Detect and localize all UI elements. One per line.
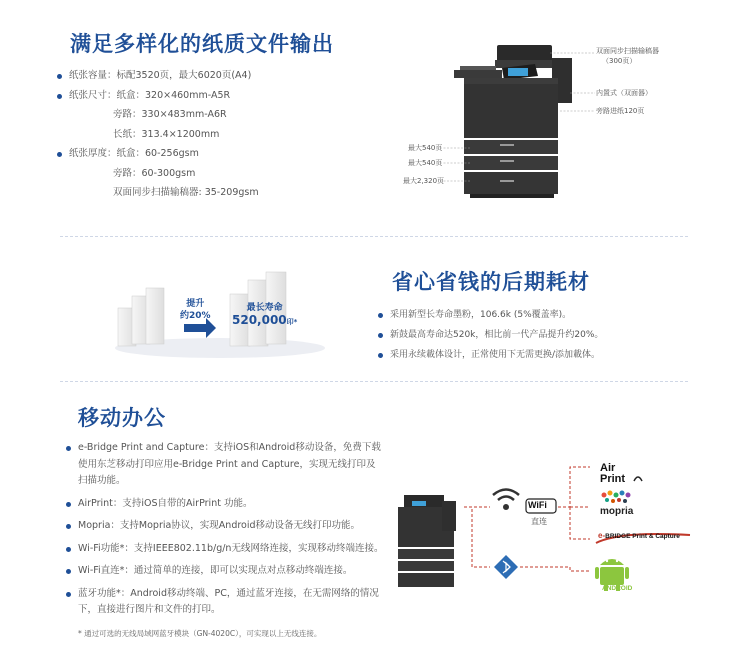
mopria-logo-mark [602,491,631,504]
upgrade-value: 约20% [180,311,211,321]
callout-drawer-2: 最大540页 [408,159,443,167]
bullet-dot [57,94,62,99]
wifi-label: WiFi [528,500,547,510]
mobile-feature-text: AirPrint：支持iOS自带的AirPrint 功能。 [78,497,253,509]
airprint-line: Print [600,473,626,485]
section3-title: 移动办公 [78,406,166,430]
section-divider [60,236,688,237]
spec-text: 长纸：313.4×1200mm [113,128,220,140]
mobile-feature-text: Wi-Fi直连*：通过简单的连接，即可以实现点对点移动终端连接。 [78,565,353,576]
mobile-feature-item [78,586,384,619]
mobile-feature-item [78,440,384,490]
spec-row [69,164,389,184]
callout-drawer-1: 最大540页 [408,144,443,152]
lifetime-badge [232,300,297,327]
callout-feeder [596,46,659,66]
ebridge-logo [598,531,680,540]
mobile-feature-text: Mopria：支持Mopria协议，实现Android移动设备无线打印功能。 [78,520,361,531]
callout-drawer-3: 最大2,320页 [403,177,445,185]
upgrade-badge [180,298,211,322]
bullet-dot [66,592,71,597]
mopria-logo: mopria [600,506,634,517]
spec-text: 旁路：60-300gsm [113,167,196,179]
callout-text: （300页） [602,57,637,65]
bullet-dot [66,524,71,529]
callout-lines [430,40,600,190]
spec-row [69,125,389,145]
spec-row [69,66,389,86]
spec-row [69,183,389,203]
wifi-icon [493,490,519,511]
mobile-feature-item [78,541,384,558]
section1-title: 满足多样化的纸质文件输出 [70,32,334,56]
connectivity-diagram [390,455,720,605]
consumable-item [390,325,603,345]
bullet-dot [57,74,62,79]
section2-title: 省心省钱的后期耗材 [392,270,590,294]
consumable-text: 采用新型长寿命墨粉，106.6k (5%覆盖率)。 [390,310,572,320]
mobile-features-list [78,440,384,625]
airprint-mark [634,477,642,481]
consumable-item [390,345,603,365]
spec-row [69,105,389,125]
paper-specs-list [69,66,389,203]
consumable-text: 采用永续載体设计，正常使用下无需更换/添加載体。 [390,350,601,360]
ebridge-text: BRIDGE Print & Capture [605,533,680,540]
callout-internal-tray: 内置式（双面器） [596,89,652,97]
lifetime-value: 520,000 [232,313,287,327]
spec-text: 纸张厚度：纸盒：60-256gsm [69,148,199,159]
spec-row [69,144,389,164]
bullet-dot [66,569,71,574]
bullet-dot [378,353,383,358]
bullet-dot [66,446,71,451]
section-divider [60,381,688,382]
bluetooth-icon [494,555,518,579]
airprint-logo [600,463,625,485]
callout-bypass: 旁路进纸120页 [596,107,645,115]
footnote: * 通过可选的无线局域网蓝牙模块（GN-4020C），可实现以上无线连接。 [78,629,322,638]
bullet-dot [66,547,71,552]
android-label: ANDROID [602,585,633,592]
lifetime-value-row [232,313,297,327]
spec-text: 旁路：330×483mm-A6R [113,109,227,120]
lifetime-unit: 印* [286,318,298,326]
mobile-feature-text: e-Bridge Print and Capture：支持iOS和Android移动设备，免费下载使用东芝移动打印应用e-Bridge Print and Capture，实现无线打印及扫描功能。 [78,442,381,486]
direct-label: 直连 [531,517,547,526]
bullet-dot [66,502,71,507]
upgrade-label: 提升 [186,299,205,309]
spec-text: 纸张尺寸：纸盒：320×460mm-A5R [69,89,231,101]
spec-text: 双面同步扫描输稿器: 35-209gsm [113,187,259,198]
consumable-item [390,305,603,325]
ebridge-prefix: e- [598,531,606,540]
callout-text: 双面同步扫描输稿器 [596,47,659,55]
bullet-dot [378,333,383,338]
consumable-text: 新鼓最高寿命达520k，相比前一代产品提升约20%。 [390,330,604,340]
airprint-line: Air [600,462,616,474]
lifetime-label: 最长寿命 [246,303,283,313]
spec-text: 纸张容量：标配3520页，最大6020页(A4) [69,70,252,81]
mobile-feature-text: Wi-Fi功能*：支持IEEE802.11b/g/n无线网络连接，实现移动终端连接。 [78,542,384,554]
bullet-dot [378,313,383,318]
mobile-feature-item [78,518,384,535]
mobile-feature-item [78,563,384,580]
bullet-dot [57,152,62,157]
mobile-feature-text: 蓝牙功能*：Android移动终端、PC，通过蓝牙连接，在无需网络的情况下，直接进行图片和文件的打印。 [78,587,379,615]
consumables-list [390,305,603,365]
spec-row [69,86,389,106]
mobile-feature-item [78,496,384,513]
